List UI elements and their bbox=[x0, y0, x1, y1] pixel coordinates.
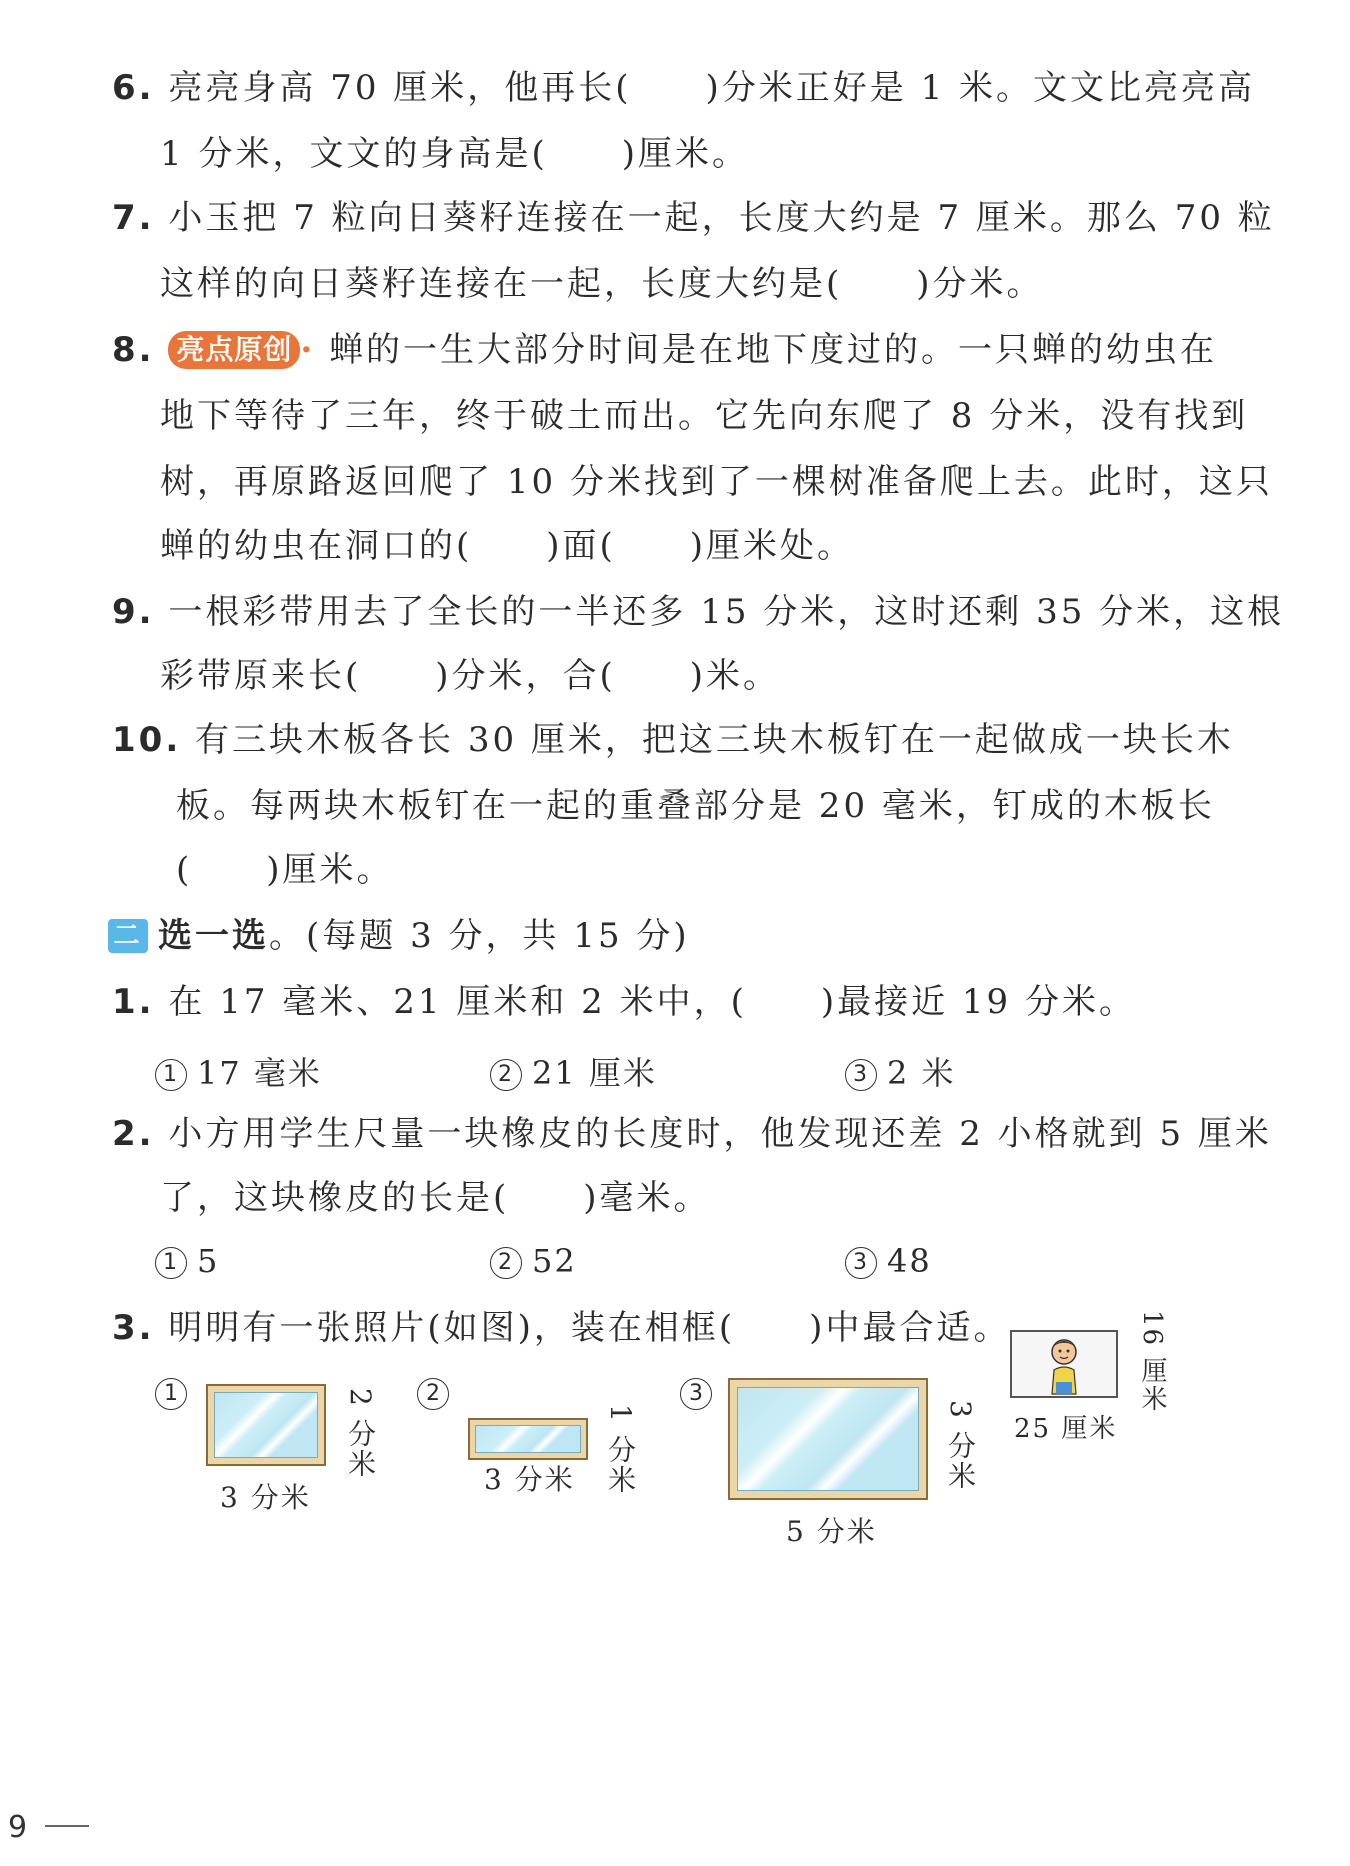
choice-question-2-line-1 bbox=[112, 1112, 1272, 1156]
question-7-line-1 bbox=[112, 196, 1275, 240]
question-text: 明明有一张照片(如图)，装在相框( )中最合适。 bbox=[168, 1308, 1011, 1348]
question-text: 在 17 毫米、21 厘米和 2 米中，( )最接近 19 分米。 bbox=[168, 982, 1136, 1022]
question-text: 小玉把 7 粒向日葵籽连接在一起，长度大约是 7 厘米。那么 70 粒 bbox=[168, 198, 1275, 238]
question-number: 9. bbox=[112, 592, 155, 632]
choice-2-option-3[interactable] bbox=[845, 1242, 932, 1280]
frame-1[interactable] bbox=[206, 1384, 326, 1466]
section-number-icon: 二 bbox=[108, 919, 148, 953]
choice-question-1 bbox=[112, 980, 1136, 1024]
question-10-line-1 bbox=[112, 718, 1234, 762]
frame-3-glass bbox=[737, 1387, 919, 1491]
frame-3-mark[interactable]: 3 bbox=[680, 1378, 712, 1410]
option-mark: 3 bbox=[845, 1247, 877, 1279]
question-number: 10. bbox=[112, 720, 182, 760]
frame-2-height-label: 1 分米 bbox=[604, 1404, 637, 1495]
original-badge: 亮点原创 bbox=[168, 331, 300, 369]
question-7-line-2: 这样的向日葵籽连接在一起，长度大约是( )分米。 bbox=[160, 264, 1044, 304]
choice-1-option-1[interactable] bbox=[155, 1048, 322, 1094]
option-mark: 1 bbox=[155, 1247, 187, 1279]
question-8-line-4: 蝉的幼虫在洞口的( )面( )厘米处。 bbox=[160, 526, 855, 566]
question-8-line-3: 树，再原路返回爬了 10 分米找到了一棵树准备爬上去。此时，这只 bbox=[160, 462, 1273, 502]
photo-width-label: 25 厘米 bbox=[1014, 1414, 1118, 1444]
question-text: 一根彩带用去了全长的一半还多 15 分米，这时还剩 35 分米，这根 bbox=[168, 592, 1285, 632]
choice-1-option-2[interactable] bbox=[490, 1048, 657, 1094]
option-mark: 2 bbox=[490, 1247, 522, 1279]
question-number: 1. bbox=[112, 982, 155, 1022]
frame-2[interactable] bbox=[468, 1418, 588, 1460]
choice-question-2-line-2: 了，这块橡皮的长是( )毫米。 bbox=[160, 1178, 711, 1218]
section-title: 选一选 bbox=[158, 916, 269, 956]
option-text: 17 毫米 bbox=[197, 1054, 322, 1092]
option-text: 5 bbox=[197, 1242, 220, 1280]
frame-1-height-label: 2 分米 bbox=[344, 1388, 377, 1479]
question-number: 2. bbox=[112, 1114, 155, 1154]
photo-height-label: 16 厘米 bbox=[1137, 1310, 1167, 1414]
question-text: 有三块木板各长 30 厘米，把这三块木板钉在一起做成一块长木 bbox=[195, 720, 1234, 760]
section-2-header bbox=[108, 914, 690, 958]
question-number: 8. bbox=[112, 330, 155, 370]
choice-question-3 bbox=[112, 1306, 1010, 1350]
question-number: 6. bbox=[112, 68, 155, 108]
question-10-line-2: 板。每两块木板钉在一起的重叠部分是 20 毫米，钉成的木板长 bbox=[176, 786, 1215, 826]
badge-dot-icon: · bbox=[300, 330, 316, 370]
option-text: 48 bbox=[887, 1242, 932, 1280]
question-text: 小方用学生尺量一块橡皮的长度时，他发现还差 2 小格就到 5 厘米 bbox=[168, 1114, 1272, 1154]
option-text: 2 米 bbox=[887, 1054, 956, 1092]
question-6-line-1 bbox=[112, 66, 1255, 110]
frame-1-width-label: 3 分米 bbox=[220, 1481, 311, 1514]
frame-3-width-label: 5 分米 bbox=[786, 1515, 877, 1548]
page-number bbox=[8, 1810, 89, 1845]
frame-3[interactable] bbox=[728, 1378, 928, 1500]
frame-2-width-label: 3 分米 bbox=[484, 1463, 575, 1496]
option-text: 21 厘米 bbox=[532, 1054, 657, 1092]
option-mark: 2 bbox=[490, 1059, 522, 1091]
question-8-line-1 bbox=[112, 328, 1217, 372]
question-9-line-2: 彩带原来长( )分米，合( )米。 bbox=[160, 656, 781, 696]
frame-1-mark[interactable]: 1 bbox=[155, 1378, 187, 1410]
page-number-dash bbox=[45, 1825, 89, 1827]
photo-illustration bbox=[1010, 1330, 1118, 1398]
option-mark: 3 bbox=[845, 1059, 877, 1091]
question-10-line-3: ( )厘米。 bbox=[176, 850, 394, 890]
choice-1-option-3[interactable] bbox=[845, 1048, 956, 1094]
boy-icon bbox=[1012, 1332, 1116, 1396]
section-note: 。(每题 3 分，共 15 分) bbox=[269, 916, 690, 956]
page-number-text: 9 bbox=[8, 1810, 28, 1845]
question-number: 3. bbox=[112, 1308, 155, 1348]
option-text: 52 bbox=[532, 1242, 577, 1280]
choice-2-option-1[interactable] bbox=[155, 1242, 219, 1280]
frame-3-height-label: 3 分米 bbox=[944, 1400, 977, 1491]
question-9-line-1 bbox=[112, 590, 1284, 634]
choice-2-option-2[interactable] bbox=[490, 1242, 577, 1280]
question-8-line-2: 地下等待了三年，终于破土而出。它先向东爬了 8 分米，没有找到 bbox=[160, 396, 1249, 436]
frame-2-mark[interactable]: 2 bbox=[417, 1378, 449, 1410]
question-text: 蝉的一生大部分时间是在地下度过的。一只蝉的幼虫在 bbox=[329, 330, 1218, 370]
question-number: 7. bbox=[112, 198, 155, 238]
question-6-line-2: 1 分米，文文的身高是( )厘米。 bbox=[160, 134, 749, 174]
option-mark: 1 bbox=[155, 1059, 187, 1091]
question-text: 亮亮身高 70 厘米，他再长( )分米正好是 1 米。文文比亮亮高 bbox=[168, 68, 1256, 108]
frame-1-glass bbox=[214, 1392, 318, 1458]
frame-2-glass bbox=[475, 1425, 581, 1453]
